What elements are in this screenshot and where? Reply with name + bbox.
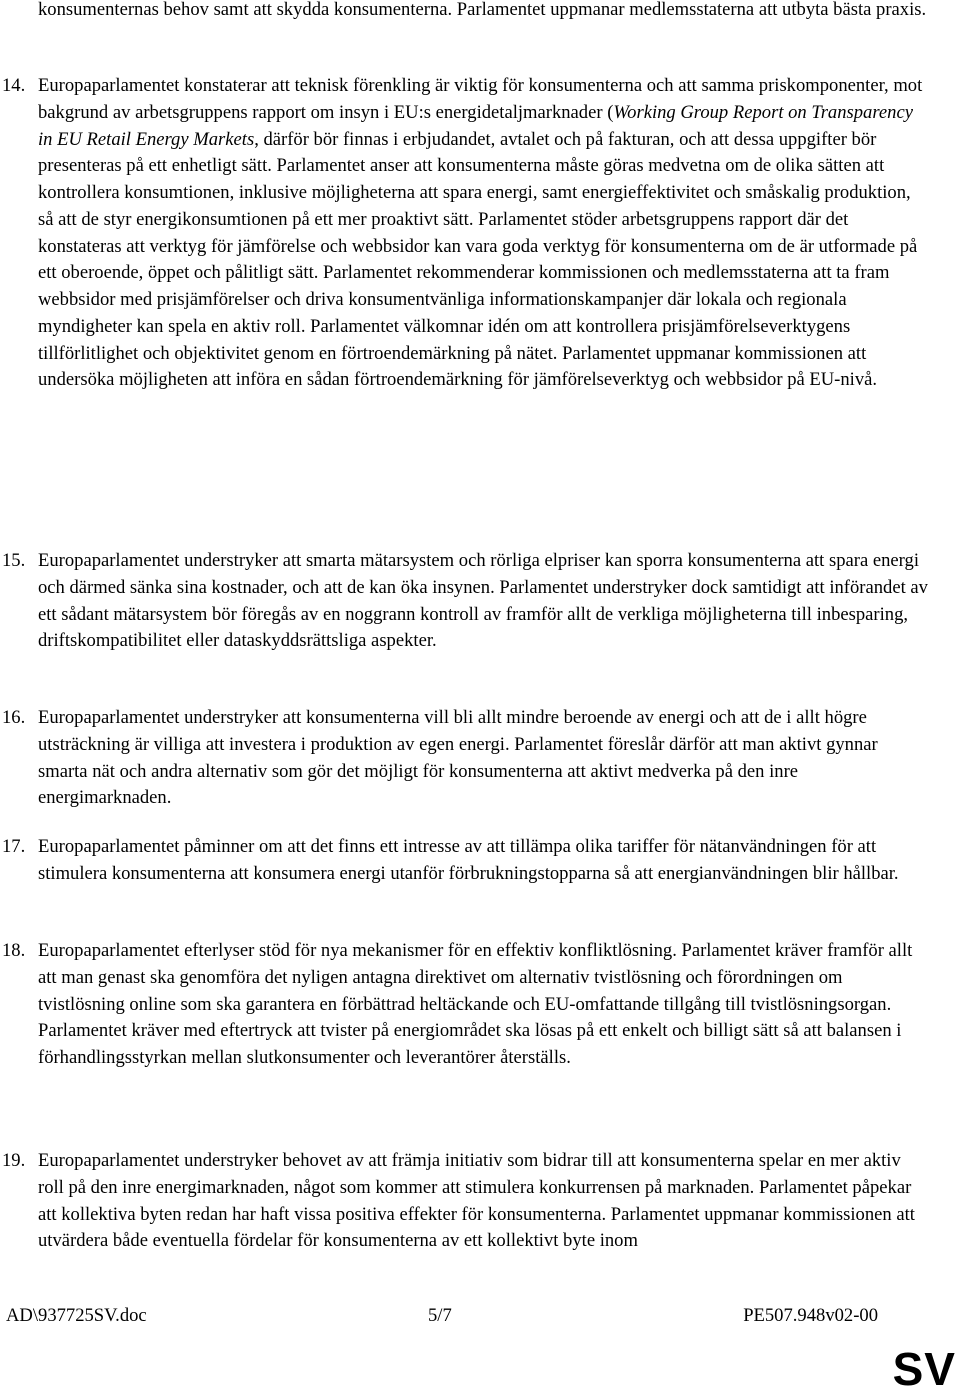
page-footer	[0, 1303, 960, 1331]
paragraph-text: Europaparlamentet påminner om att det finns ett intresse av att tillämpa olika tariffer för nätanvändningen för att stimulera konsumenterna att konsumera energi utanför förbrukningstopparna så att energianvändningen blir hållbar.	[38, 836, 899, 884]
paragraph-text-start: Europaparlamentet konstaterar att teknisk förenkling är viktig för konsumenterna och att samma priskomponenter, mot bakgrund av arbetsgruppens rapport om insyn i EU:s energidetaljmarknader (	[38, 75, 923, 123]
page-number: 5/7	[428, 1305, 452, 1326]
paragraph-text-end: , därför bör finnas i erbjudandet, avtalet och på fakturan, och att dessa uppgifter bör presenteras på ett enhetligt sätt. Parlamentet anser att konsumenterna måste göras medvetna om de olika sätten att kontrollera konsumtionen, inklusive möjligheterna att spara energi, samt energieffektivitet och småskalig produktion, så att de styr energikonsumtionen på ett mer proaktivt sätt. Parlamentet stöder arbetsgruppens rapport där det konstateras att verktyg för jämförelse och webbsidor kan vara goda verktyg för konsumenterna om de är utformade på ett oberoende, öppet och pålitligt sätt. Parlamentet rekommenderar kommissionen och medlemsstaterna att ta fram webbsidor med prisjämförelser och driva konsumentvänliga informationskampanjer där lokala och regionala myndigheter kan spela en aktiv roll. Parlamentet välkomnar idén om att kontrollera prisjämförelseverktygens tillförlitlighet och objektivitet genom en förtroendemärkning på nätet. Parlamentet uppmanar kommissionen att undersöka möjligheten att införa en sådan förtroendemärkning för jämförelseverktyg och webbsidor på EU-nivå.	[38, 128, 918, 391]
paragraph-number: 17.	[2, 836, 26, 857]
document-reference: AD\937725SV.doc	[6, 1305, 147, 1326]
paragraph-number: 18.	[2, 940, 26, 961]
paragraph-number: 15.	[2, 550, 26, 571]
language-code: SV	[892, 1343, 956, 1395]
paragraph-text: Europaparlamentet understryker att smarta mätarsystem och rörliga elpriser kan sporra konsumenterna att spara energi och därmed sänka sina kostnader, och att de kan öka insynen. Parlamentet understryker dock samtidigt att införandet av ett sådant mätarsystem bör föregås av en noggrann kontroll av framför allt de verkliga möjligheterna till inbesparing, driftskompatibilitet eller dataskyddsrättsliga aspekter.	[38, 550, 928, 652]
paragraph-number: 16.	[2, 707, 26, 728]
paragraph-italic-title: Working Group Report on Transparency in EU Retail Energy Markets	[38, 101, 913, 150]
paragraph-18	[2, 938, 928, 1072]
paragraph-number: 14.	[2, 75, 26, 96]
paragraph-16	[2, 705, 928, 812]
paragraph-17	[2, 834, 928, 888]
paragraph-text: Europaparlamentet understryker att konsumenterna vill bli allt mindre beroende av energi och att de i allt högre utsträckning är villiga att investera i produktion av egen energi. Parlamentet föreslår därför att man aktivt gynnar smarta nät och andra alternativ som gör det möjligt för konsumenterna att aktivt medverka på den inre energimarknaden.	[38, 707, 878, 809]
paragraph-15	[2, 548, 928, 655]
paragraph-text: Europaparlamentet understryker behovet av att främja initiativ som bidrar till att konsumenterna spelar en mer aktiv roll på den inre energimarknaden, något som kommer att stimulera konkurrensen på marknaden. Parlamentet påpekar att kollektiva byten redan har haft vissa positiva effekter för konsumenterna. Parlamentet uppmanar kommissionen att utvärdera både eventuella fördelar för konsumenterna av ett kollektivt byte inom	[38, 1150, 915, 1252]
paragraph-text: Europaparlamentet efterlyser stöd för nya mekanismer för en effektiv konfliktlösning. Parlamentet kräver framför allt att man genast ska genomföra det nyligen antagna direktivet om alternativ tvistlösning och förordningen om tvistlösning online som ska garantera en förbättrad heltäckande och EU-omfattande tillgång till tvistlösningsorgan. Parlamentet kräver med eftertryck att tvister på energiområdet ska lösas på ett enkelt och billigt sätt så att balansen i förhandlingsstyrkan mellan slutkonsumenter och leverantörer återställs.	[38, 940, 913, 1068]
pe-reference: PE507.948v02-00	[743, 1305, 878, 1326]
intro-paragraph: konsumenternas behov samt att skydda konsumenterna. Parlamentet uppmanar medlemsstaterna att utbyta bästa praxis.	[38, 0, 927, 20]
paragraph-19	[2, 1148, 928, 1255]
paragraph-14	[2, 73, 928, 394]
paragraph-number: 19.	[2, 1150, 26, 1171]
